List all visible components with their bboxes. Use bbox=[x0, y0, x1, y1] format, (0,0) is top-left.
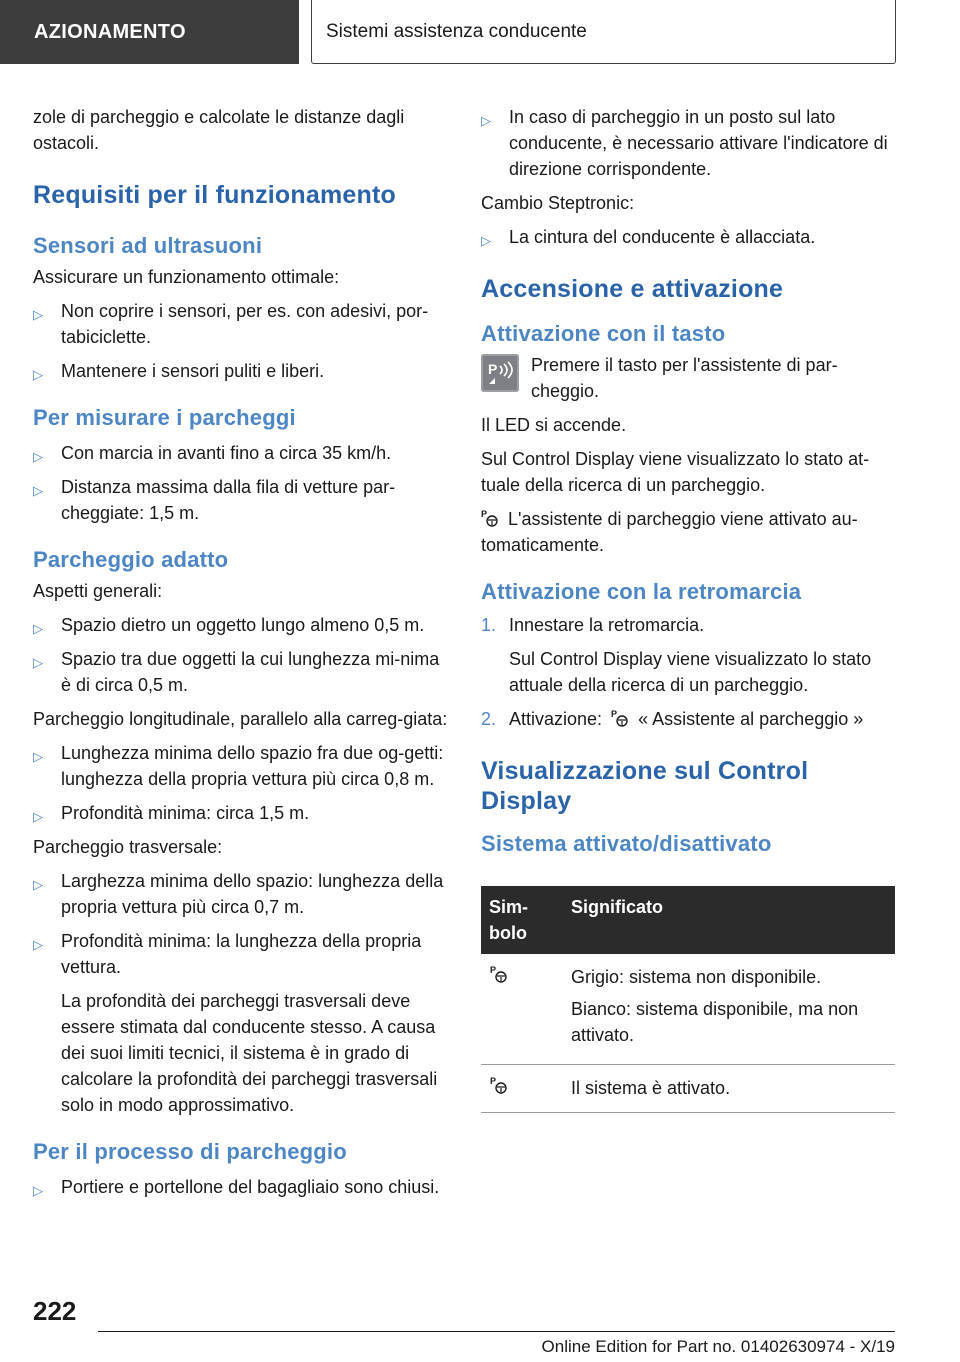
row1-gray: Grigio: sistema non disponibile. bbox=[571, 967, 822, 987]
led-text: Il LED si accende. bbox=[481, 415, 627, 435]
footer-edition: Online Edition for Part no. 01402630974 - X/19 bbox=[541, 1337, 895, 1356]
trasv-intro: Parcheggio trasversale: bbox=[33, 837, 223, 857]
triangle-right-icon: ▷ bbox=[33, 307, 43, 322]
list-item: ▷ La cintura del conducente è allacciata. bbox=[481, 227, 816, 248]
park-assist-button-icon bbox=[481, 354, 519, 392]
triangle-right-icon: ▷ bbox=[33, 877, 43, 892]
tasto-text: Premere il tasto per l'assistente di par-cheggio. bbox=[531, 355, 838, 401]
heading-visualizzazione: Visualizzazione sul Control Display bbox=[481, 757, 809, 815]
triangle-right-icon: ▷ bbox=[33, 449, 43, 464]
svg-text:P: P bbox=[611, 709, 618, 719]
tasto-row bbox=[481, 352, 895, 404]
list-item: 1. Innestare la retromarcia. bbox=[481, 612, 895, 638]
list-item: ▷ Spazio dietro un oggetto lungo almeno 0,5 m. bbox=[33, 615, 425, 636]
triangle-right-icon: ▷ bbox=[33, 483, 43, 498]
svg-text:P: P bbox=[488, 361, 498, 377]
park-assist-active-icon bbox=[489, 1075, 509, 1095]
triangle-right-icon: ▷ bbox=[33, 367, 43, 382]
table-col-symbol: Sim-bolo bbox=[481, 886, 563, 954]
adatto-intro: Aspetti generali: bbox=[33, 581, 163, 601]
intro-text: zole di parcheggio e calcolate le distanze dagli ostacoli. bbox=[33, 107, 405, 153]
triangle-right-icon: ▷ bbox=[33, 809, 43, 824]
chapter-tab bbox=[0, 0, 299, 64]
triangle-right-icon: ▷ bbox=[33, 937, 43, 952]
heading-processo: Per il processo di parcheggio bbox=[33, 1139, 347, 1164]
heading-misurare: Per misurare i parcheggi bbox=[33, 405, 296, 430]
section-tab bbox=[311, 0, 896, 64]
left-column bbox=[33, 104, 451, 1208]
table-row bbox=[481, 954, 895, 1065]
triangle-right-icon: ▷ bbox=[33, 655, 43, 670]
table-row bbox=[481, 1065, 895, 1113]
park-assist-symbol-icon bbox=[611, 708, 629, 728]
auto-text: P L'assistente di parcheggio viene attivato au-tomaticamente. bbox=[481, 509, 858, 555]
row1-white: Bianco: sistema disponibile, ma non attivato. bbox=[571, 999, 859, 1045]
list-item: ▷ Profondità minima: la lunghezza della propria vettura. bbox=[33, 931, 422, 977]
heading-sistema: Sistema attivato/disattivato bbox=[481, 831, 772, 856]
svg-text:P: P bbox=[490, 965, 497, 975]
triangle-right-icon: ▷ bbox=[33, 1183, 43, 1198]
list-item: ▷ Larghezza minima dello spazio: lunghezza della propria vettura più circa 0,7 m. bbox=[33, 871, 444, 917]
right-column bbox=[481, 104, 895, 1113]
list-item: ▷ Profondità minima: circa 1,5 m. bbox=[33, 803, 310, 824]
long-intro: Parcheggio longitudinale, parallelo alla carreg-giata: bbox=[33, 709, 448, 729]
triangle-right-icon: ▷ bbox=[481, 113, 491, 128]
sensori-intro: Assicurare un funzionamento ottimale: bbox=[33, 267, 340, 287]
trasv-note: La profondità dei parcheggi trasversali deve essere stimata dal conducente stesso. A causa dei suoi limiti tecnici, il sistema è in grado di calcolare la profondità dei parcheggi trasversali solo in modo approssimativo. bbox=[61, 991, 438, 1115]
list-item: ▷ Con marcia in avanti fino a circa 35 km/h. bbox=[33, 443, 392, 464]
list-item: ▷ Mantenere i sensori puliti e liberi. bbox=[33, 361, 325, 382]
display-text: Sul Control Display viene visualizzato lo stato at-tuale della ricerca di un parcheggio. bbox=[481, 449, 870, 495]
heading-retro: Attivazione con la retromarcia bbox=[481, 579, 802, 604]
park-assist-symbol-icon bbox=[489, 964, 509, 984]
heading-adatto: Parcheggio adatto bbox=[33, 547, 229, 572]
list-item: ▷ Distanza massima dalla fila di vetture par-cheggiate: 1,5 m. bbox=[33, 477, 396, 523]
triangle-right-icon: ▷ bbox=[481, 233, 491, 248]
list-item: ▷ In caso di parcheggio in un posto sul lato conducente, è necessario attivare l'indicatore di direzione corrispondente. bbox=[481, 107, 888, 179]
list-item: ▷ Spazio tra due oggetti la cui lunghezza mi-nima è di circa 0,5 m. bbox=[33, 649, 440, 695]
footer-divider bbox=[98, 1331, 895, 1332]
triangle-right-icon: ▷ bbox=[33, 621, 43, 636]
table-col-meaning: Significato bbox=[563, 886, 895, 954]
svg-text:P: P bbox=[490, 1076, 497, 1086]
svg-text:P: P bbox=[481, 509, 488, 519]
row2-active: Il sistema è attivato. bbox=[571, 1078, 731, 1098]
park-assist-symbol-icon bbox=[481, 508, 499, 528]
heading-accensione: Accensione e attivazione bbox=[481, 275, 784, 303]
chapter-title: AZIONAMENTO bbox=[34, 20, 186, 43]
section-title: Sistemi assistenza conducente bbox=[326, 20, 587, 42]
symbol-table bbox=[481, 886, 895, 1113]
step-number: 1. bbox=[481, 615, 497, 635]
table-header bbox=[481, 886, 895, 954]
list-item: ▷ Portiere e portellone del bagagliaio sono chiusi. bbox=[33, 1177, 440, 1198]
heading-tasto: Attivazione con il tasto bbox=[481, 321, 726, 346]
step-number: 2. bbox=[481, 709, 497, 729]
steptronic-label: Cambio Steptronic: bbox=[481, 193, 635, 213]
step1-sub: Sul Control Display viene visualizzato lo stato attuale della ricerca di un parcheggio. bbox=[509, 649, 872, 695]
list-item: 2. Attivazione: P « Assistente al parcheggio » bbox=[481, 706, 895, 732]
page-number: 222 bbox=[33, 1296, 77, 1326]
triangle-right-icon: ▷ bbox=[33, 749, 43, 764]
list-item: ▷ Non coprire i sensori, per es. con adesivi, por-tabiciclette. bbox=[33, 301, 429, 347]
list-item: ▷ Lunghezza minima dello spazio fra due og-getti: lunghezza della propria vettura più circa 0,8 m. bbox=[33, 743, 444, 789]
heading-sensori: Sensori ad ultrasuoni bbox=[33, 233, 263, 258]
heading-requisiti: Requisiti per il funzionamento bbox=[33, 181, 396, 209]
